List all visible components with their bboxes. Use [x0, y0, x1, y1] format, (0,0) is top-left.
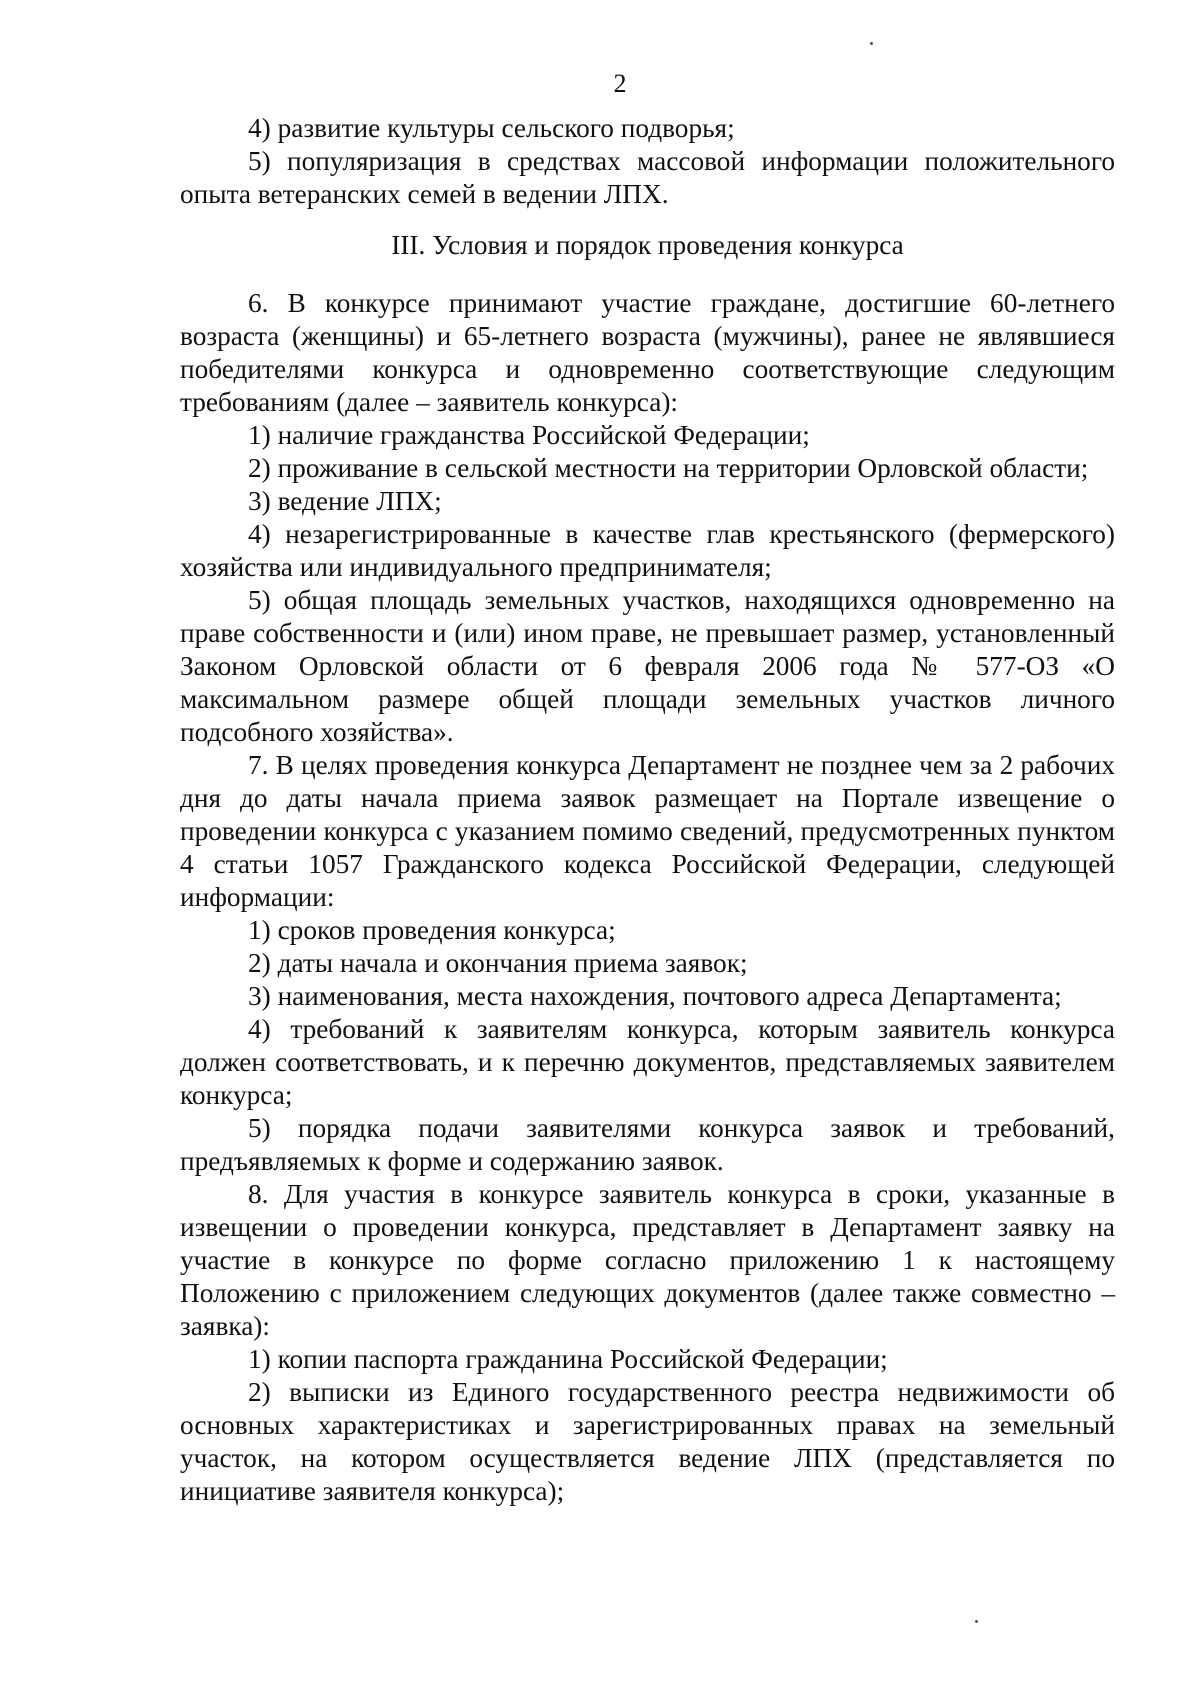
paragraph-8: 8. Для участия в конкурсе заявитель конкурса в сроки, указанные в извещении о проведении конкурса, представляет в Департамент заявку на участие в конкурсе по форме согласно приложению 1 к настоящему Положению с приложением следующих документов (далее также совместно – заявка): — [180, 1179, 1115, 1341]
list-item: 2) даты начала и окончания приема заявок; — [248, 948, 748, 978]
list-item: 1) сроков проведения конкурса; — [248, 915, 616, 945]
list-item: 1) наличие гражданства Российской Федерации; — [248, 420, 810, 450]
list-item: 4) требований к заявителям конкурса, которым заявитель конкурса должен соответствовать, и к перечню документов, представляемых заявителем конкурса; — [180, 1014, 1115, 1110]
list-item: 2) выписки из Единого государственного реестра недвижимости об основных характеристиках и зарегистрированных правах на земельный участок, на котором осуществляется ведение ЛПХ (представляется по инициативе заявителя конкурса); — [180, 1377, 1115, 1506]
list-item: 2) проживание в сельской местности на территории Орловской области; — [248, 453, 1089, 483]
list-item: 1) копии паспорта гражданина Российской Федерации; — [248, 1344, 888, 1374]
section-heading: III. Условия и порядок проведения конкурса — [391, 230, 904, 260]
paragraph-6: 6. В конкурсе принимают участие граждане, достигшие 60-летнего возраста (женщины) и 65-летнего возраста (мужчины), ранее не являвшиеся победителями конкурса и одновременно соответствующие следующим требованиям (далее – заявитель конкурса): — [180, 288, 1115, 417]
scan-speck — [870, 42, 873, 45]
scan-speck — [975, 1620, 978, 1623]
list-item: 4) незарегистрированные в качестве глав крестьянского (фермерского) хозяйства или индивидуального предпринимателя; — [180, 519, 1115, 582]
list-item: 4) развитие культуры сельского подворья; — [248, 113, 735, 143]
list-item: 5) популяризация в средствах массовой информации положительного опыта ветеранских семей в ведении ЛПХ. — [180, 146, 1115, 209]
list-item: 3) ведение ЛПХ; — [248, 486, 442, 516]
document-body — [180, 112, 1115, 1508]
paragraph-7: 7. В целях проведения конкурса Департамент не позднее чем за 2 рабочих дня до даты начала приема заявок размещает на Портале извещение о проведении конкурса с указанием помимо сведений, предусмотренных пунктом 4 статьи 1057 Гражданского кодекса Российской Федерации, следующей информации: — [180, 750, 1115, 912]
list-item: 3) наименования, места нахождения, почтового адреса Департамента; — [248, 981, 1062, 1011]
list-item: 5) порядка подачи заявителями конкурса заявок и требований, предъявляемых к форме и содержанию заявок. — [180, 1113, 1115, 1176]
list-item: 5) общая площадь земельных участков, находящихся одновременно на праве собственности и (или) ином праве, не превышает размер, установленный Законом Орловской области от 6 февраля 2006 года № 577-ОЗ «О максимальном размере общей площади земельных участков личного подсобного хозяйства». — [180, 585, 1115, 747]
page-number: 2 — [613, 69, 627, 98]
